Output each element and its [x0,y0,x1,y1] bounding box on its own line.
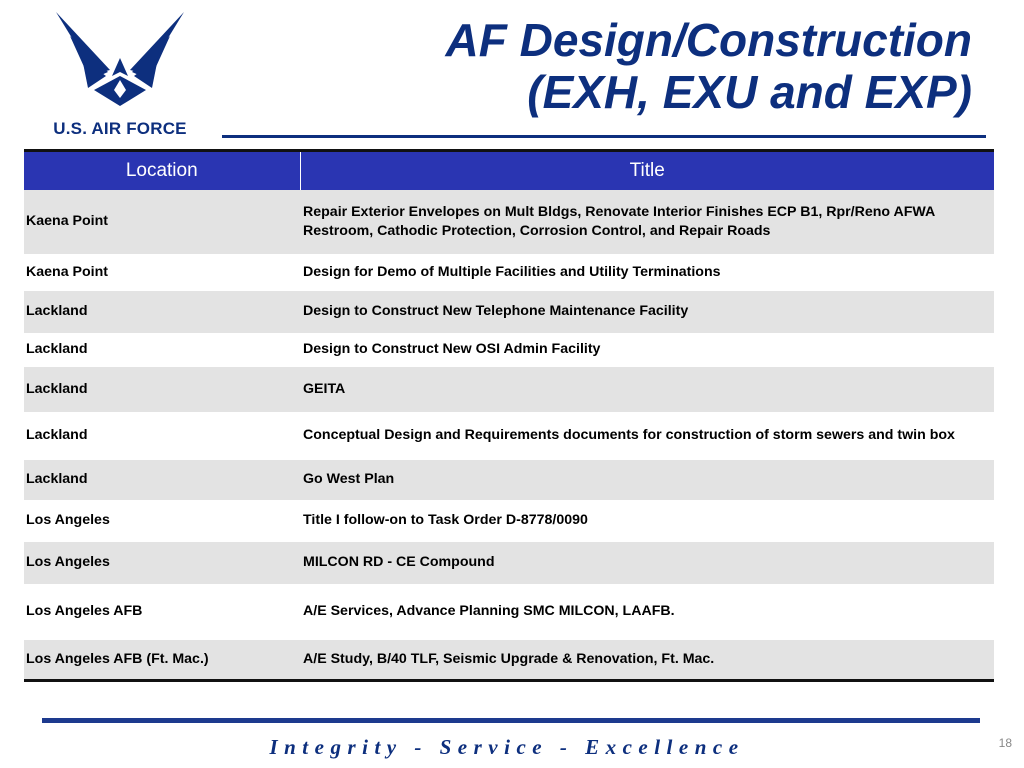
location-cell: Lackland [26,341,88,357]
projects-table-container [24,149,994,682]
location-cell: Lackland [26,427,88,443]
table-row [24,640,994,681]
logo-wordmark: U.S. AIR FORCE [53,119,187,138]
table-row [24,412,994,460]
title-cell: Design to Construct New Telephone Maintenance Facility [303,303,689,319]
table-row [24,500,994,542]
location-cell: Lackland [26,303,88,319]
location-cell: Los Angeles AFB [26,603,143,619]
title-cell: A/E Study, B/40 TLF, Seismic Upgrade & Renovation, Ft. Mac. [300,640,994,681]
page-number: 18 [998,736,1012,750]
title-cell: Conceptual Design and Requirements documents for construction of storm sewers and twin box [303,427,955,443]
table-row [24,291,994,333]
air-force-logo [40,6,200,136]
location-cell: Kaena Point [26,263,108,280]
table-row [24,190,994,254]
slide-title [446,14,972,118]
table-row [24,254,994,291]
projects-table [24,149,994,682]
title-cell: Design to Construct New OSI Admin Facility [303,341,601,357]
location-cell: Los Angeles AFB (Ft. Mac.) [24,640,300,681]
title-divider [222,135,986,138]
table-row [24,584,994,640]
title-cell: MILCON RD - CE Compound [303,554,495,570]
column-header-title: Title [300,151,994,190]
air-force-wings-icon [54,6,186,116]
table-row [24,542,994,584]
table-row [24,460,994,500]
slide-title-line-2: (EXH, EXU and EXP) [527,66,972,118]
title-cell: Design for Demo of Multiple Facilities and Utility Terminations [303,263,721,280]
table-row [24,333,994,367]
location-cell: Lackland [26,380,88,397]
location-cell: Los Angeles [26,512,110,528]
title-cell: Title I follow-on to Task Order D-8778/0090 [303,512,588,528]
title-cell: GEITA [303,380,346,397]
title-cell: Repair Exterior Envelopes on Mult Bldgs, Renovate Interior Finishes ECP B1, Rpr/Reno AFWA Restroom, Cathodic Protection, Corrosion Control, and Repair Roads [303,203,935,239]
location-cell: Kaena Point [26,213,108,229]
slide-title-line-1: AF Design/Construction [445,14,972,66]
footer-motto: Integrity - Service - Excellence [269,735,745,759]
title-cell: Go West Plan [303,471,395,487]
title-cell: A/E Services, Advance Planning SMC MILCON, LAAFB. [303,603,675,619]
column-header-location: Location [24,151,300,190]
location-cell: Los Angeles [26,554,110,570]
footer-divider [42,718,980,723]
table-row [24,367,994,412]
location-cell: Lackland [26,471,88,487]
table-header-row [24,151,994,190]
